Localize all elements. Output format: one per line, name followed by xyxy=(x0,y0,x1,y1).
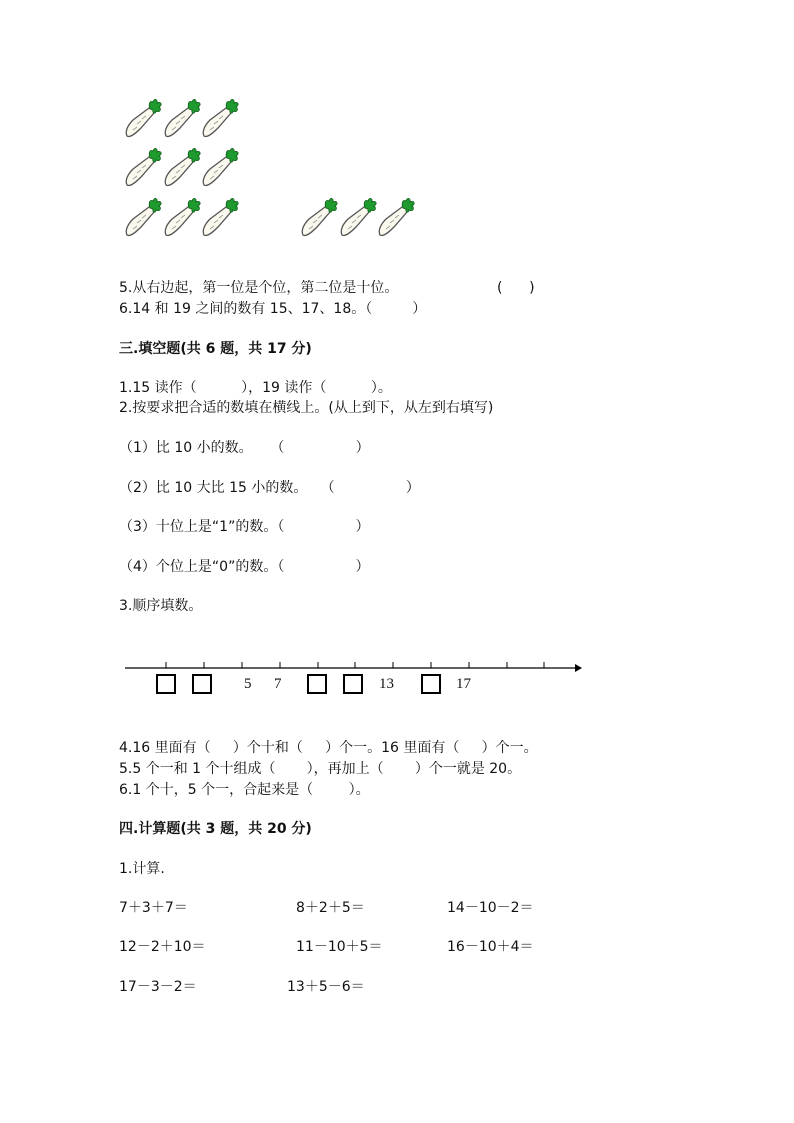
carrot-icon xyxy=(162,98,202,140)
fill-question-3: 3.顺序填数。 xyxy=(119,598,203,614)
carrot-icon xyxy=(123,147,163,189)
section-4-title: 四.计算题(共 3 题，共 20 分) xyxy=(119,821,312,837)
fill-question-2-4: （4）个位上是“0”的数。（ ） xyxy=(119,559,370,575)
calc-problem: 14－10－2＝ xyxy=(447,900,534,916)
carrot-icon xyxy=(299,197,339,239)
carrot-icon xyxy=(123,98,163,140)
fill-question-4: 4.16 里面有（ ）个十和（ ）个一。16 里面有（ ）个一。 xyxy=(119,740,538,756)
number-line-blank-box[interactable] xyxy=(421,674,441,694)
carrot-icon xyxy=(162,147,202,189)
number-line-label: 17 xyxy=(456,676,471,692)
calc-problem: 16－10＋4＝ xyxy=(447,939,534,955)
calc-problem: 12－2＋10＝ xyxy=(119,939,206,955)
calc-problem: 8＋2＋5＝ xyxy=(296,900,365,916)
number-line-arrow xyxy=(575,664,582,672)
carrot-icon xyxy=(338,197,378,239)
fill-question-1: 1.15 读作（ ），19 读作（ ）。 xyxy=(119,380,392,396)
judge-question-6: 6.14 和 19 之间的数有 15、17、18。（ ） xyxy=(119,301,427,317)
carrot-icon xyxy=(123,197,163,239)
fill-question-2-3: （3）十位上是“1”的数。（ ） xyxy=(119,519,370,535)
number-line-label: 7 xyxy=(274,676,282,692)
number-line-blank-box[interactable] xyxy=(343,674,363,694)
judge-question-5: 5.从右边起，第一位是个位，第二位是十位。 xyxy=(119,280,399,296)
number-line-label: 5 xyxy=(244,676,252,692)
judge-answer-paren-5[interactable]: ( ) xyxy=(497,280,535,296)
fill-question-6: 6.1 个十，5 个一，合起来是（ ）。 xyxy=(119,782,370,798)
number-line-ticks xyxy=(166,662,544,668)
number-line-blank-box[interactable] xyxy=(307,674,327,694)
carrot-icon xyxy=(200,197,240,239)
section-3-title: 三.填空题(共 6 题，共 17 分) xyxy=(119,341,312,357)
carrot-icon xyxy=(376,197,416,239)
calc-problem: 13＋5－6＝ xyxy=(287,979,365,995)
carrot-icon xyxy=(200,98,240,140)
calc-question-1: 1.计算. xyxy=(119,861,165,877)
fill-question-5: 5.5 个一和 1 个十组成（ ），再加上（ ）个一就是 20。 xyxy=(119,761,522,777)
carrot-icon xyxy=(162,197,202,239)
fill-question-2-2: （2）比 10 大比 15 小的数。 （ ） xyxy=(119,480,420,496)
number-line-label: 13 xyxy=(379,676,394,692)
calc-problem: 17－3－2＝ xyxy=(119,979,197,995)
number-line-blank-box[interactable] xyxy=(192,674,212,694)
fill-question-2-1: （1）比 10 小的数。 （ ） xyxy=(119,440,370,456)
fill-question-2: 2.按要求把合适的数填在横线上。(从上到下，从左到右填写) xyxy=(119,400,494,416)
carrot-icon xyxy=(200,147,240,189)
number-line-blank-box[interactable] xyxy=(156,674,176,694)
calc-problem: 7＋3＋7＝ xyxy=(119,900,188,916)
calc-problem: 11－10＋5＝ xyxy=(296,939,383,955)
